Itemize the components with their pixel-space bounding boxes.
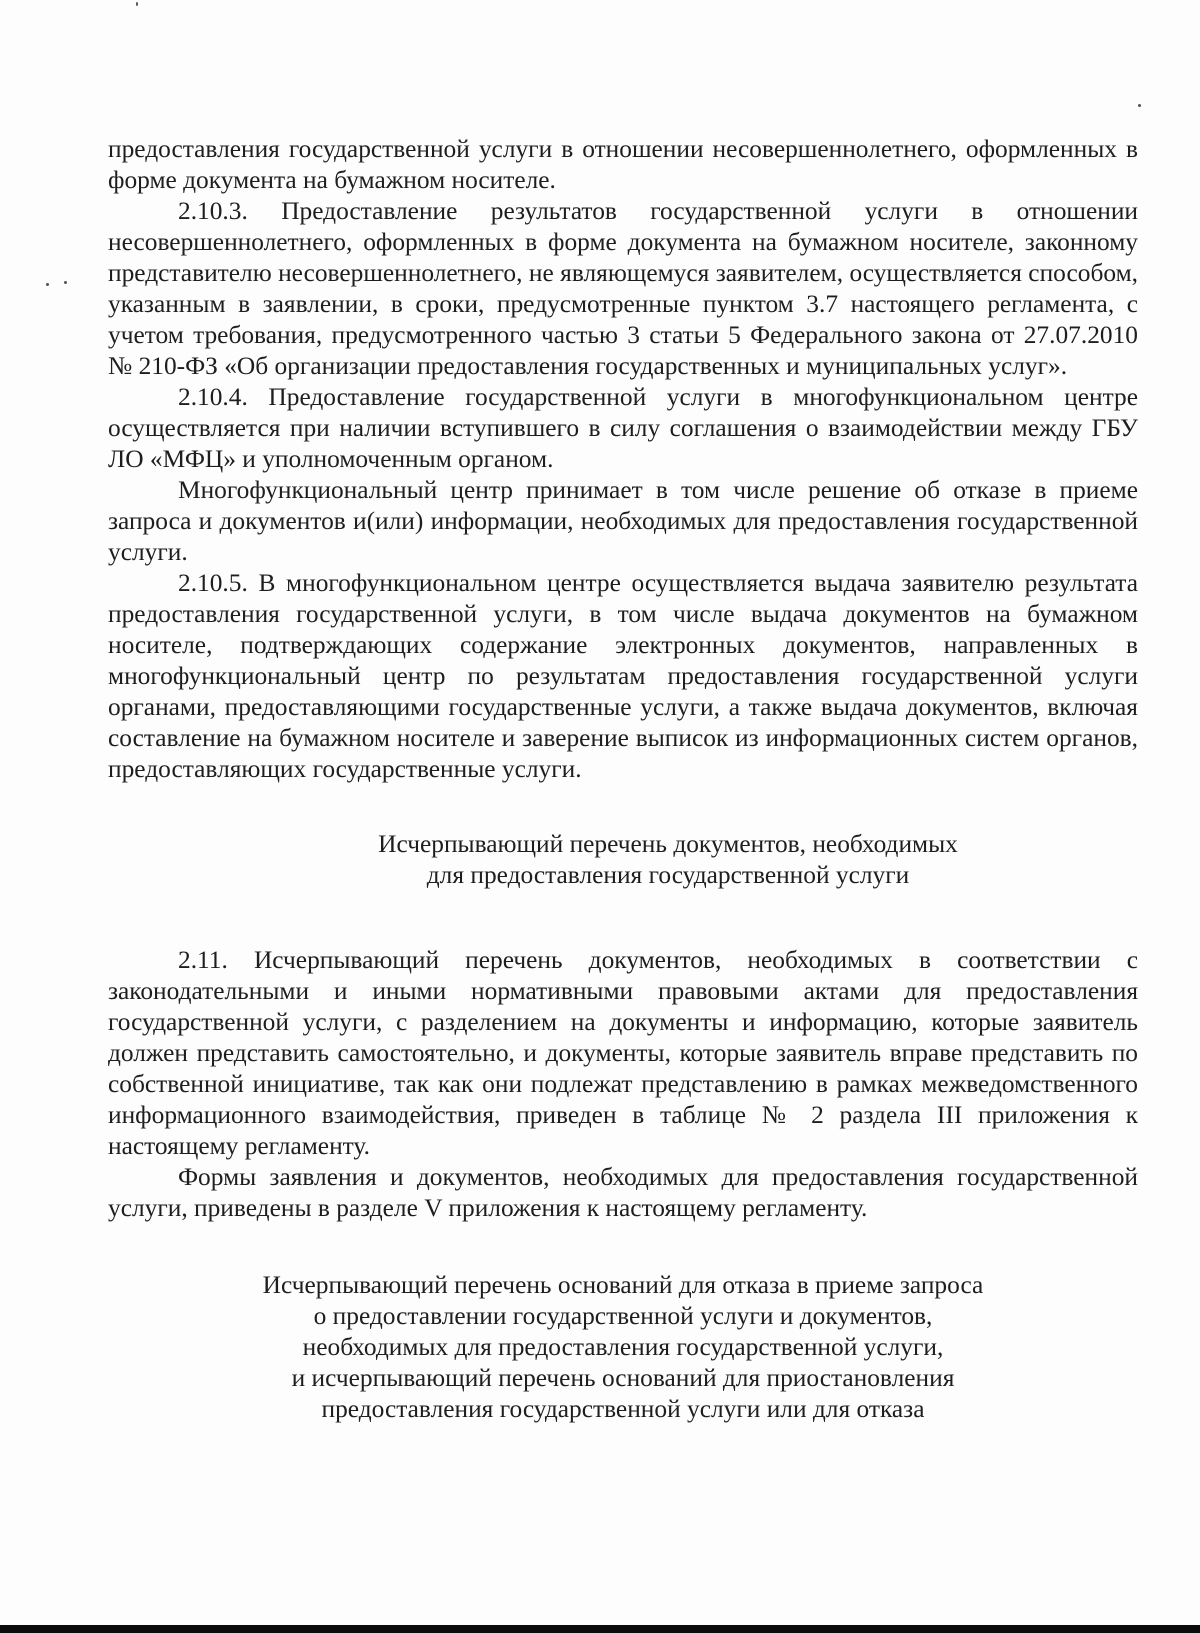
- scan-bottom-edge: [0, 1625, 1200, 1633]
- scan-speck: [136, 2, 138, 6]
- document-body: [108, 134, 1138, 1425]
- section-heading-refusal-grounds: [108, 1270, 1138, 1425]
- heading-line: о предоставлении государственной услуги и документов,: [313, 1302, 933, 1330]
- paragraph-2-10-3: 2.10.3. Предоставление результатов государственной услуги в отношении несовершеннолетнего, оформленных в форме документа на бумажном носителе, законному представителю несовершеннолетнего, не являющемуся заявителем, осуществляется способом, указанным в заявлении, в сроки, предусмотренные пунктом 3.7 настоящего регламента, с учетом требования, предусмотренного частью 3 статьи 5 Федерального закона от 27.07.2010 № 210-ФЗ «Об организации предоставления государственных и муниципальных услуг».: [108, 197, 1138, 380]
- section-heading-documents-list: [178, 829, 1158, 891]
- paragraph-forms: Формы заявления и документов, необходимых для предоставления государственной услуги, приведены в разделе V приложения к настоящему регламенту.: [108, 1163, 1138, 1222]
- paragraph-2-10-4: 2.10.4. Предоставление государственной услуги в многофункциональном центре осуществляется при наличии вступившего в силу соглашения о взаимодействии между ГБУ ЛО «МФЦ» и уполномоченным органом.: [108, 383, 1138, 473]
- heading-line: предоставления государственной услуги или для отказа: [321, 1395, 925, 1423]
- paragraph-continuation: предоставления государственной услуги в отношении несовершеннолетнего, оформленных в форме документа на бумажном носителе.: [108, 135, 1138, 194]
- heading-line: и исчерпывающий перечень оснований для приостановления: [291, 1364, 955, 1392]
- heading-line: необходимых для предоставления государственной услуги,: [302, 1333, 944, 1361]
- scan-speck: [1138, 104, 1141, 107]
- scan-speck: [46, 283, 49, 286]
- heading-line: Исчерпывающий перечень документов, необходимых: [378, 830, 958, 858]
- paragraph-mfc-decision: Многофункциональный центр принимает в том числе решение об отказе в приеме запроса и документов и(или) информации, необходимых для предоставления государственной услуги.: [108, 476, 1138, 566]
- heading-line: для предоставления государственной услуги: [426, 861, 910, 889]
- heading-line: Исчерпывающий перечень оснований для отказа в приеме запроса: [262, 1271, 984, 1299]
- paragraph-2-10-5: 2.10.5. В многофункциональном центре осуществляется выдача заявителю результата предоставления государственной услуги, в том числе выдача документов на бумажном носителе, подтверждающих содержание электронных документов, направленных в многофункциональный центр по результатам предоставления государственной услуги органами, предоставляющими государственные услуги, а также выдача документов, включая составление на бумажном носителе и заверение выписок из информационных систем органов, предоставляющих государственные услуги.: [108, 569, 1138, 783]
- scan-speck: [64, 281, 67, 284]
- paragraph-2-11: 2.11. Исчерпывающий перечень документов, необходимых в соответствии с законодательными и иными нормативными правовыми актами для предоставления государственной услуги, с разделением на документы и информацию, которые заявитель должен представить самостоятельно, и документы, которые заявитель вправе представить по собственной инициативе, так как они подлежат представлению в рамках межведомственного информационного взаимодействия, приведен в таблице № 2 раздела III приложения к настоящему регламенту.: [108, 946, 1138, 1160]
